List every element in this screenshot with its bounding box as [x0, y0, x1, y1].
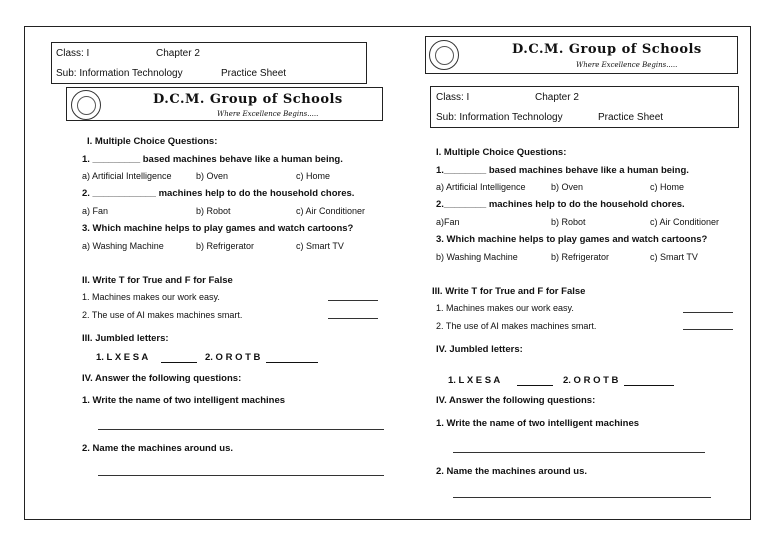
right-tf-2-answer-line	[683, 329, 733, 330]
left-q3-opt-b: b) Refrigerator	[196, 241, 255, 251]
left-sheet-type: Practice Sheet	[221, 68, 287, 79]
left-q1-opt-a: a) Artificial Intelligence	[82, 171, 172, 181]
left-section-1: I. Multiple Choice Questions:	[87, 136, 218, 147]
right-q1-opt-c: c) Home	[650, 182, 685, 192]
right-q1: 1.________ based machines behave like a human being.	[436, 165, 689, 176]
left-jumble-1-blank	[161, 362, 197, 363]
right-q2: 2.________ machines help to do the household chores.	[436, 199, 685, 210]
right-school-name: D.C.M. Group of Schools	[512, 42, 702, 57]
left-jumble-2-text: 2. O R O T B	[205, 352, 261, 363]
right-jumble-2-text: 2. O R O T B	[563, 375, 619, 386]
right-section-3: IV. Jumbled letters:	[436, 344, 523, 355]
left-q1-opt-b: b) Oven	[196, 171, 229, 181]
left-q3-opt-a: a) Washing Machine	[82, 241, 164, 251]
right-q3-opt-b: b) Refrigerator	[551, 252, 610, 262]
right-school-banner	[425, 36, 738, 74]
left-q2-opt-c: c) Air Conditioner	[296, 206, 366, 216]
left-tf-2: 2. The use of AI makes machines smart.	[82, 310, 243, 320]
left-tf-1-answer-line	[328, 300, 378, 301]
right-tf-1-answer-line	[683, 312, 733, 313]
left-jumble-1	[96, 352, 197, 363]
right-q1-opt-a: a) Artificial Intelligence	[436, 182, 526, 192]
right-section-4: IV. Answer the following questions:	[436, 395, 596, 406]
right-answer-q1: 1. Write the name of two intelligent machines	[436, 418, 640, 429]
left-q3-opt-c: c) Smart TV	[296, 241, 344, 251]
left-q1-opt-c: c) Home	[296, 171, 331, 181]
right-tf-1: 1. Machines makes our work easy.	[436, 303, 574, 313]
left-answer-q2: 2. Name the machines around us.	[82, 443, 233, 454]
left-school-name: D.C.M. Group of Schools	[153, 92, 343, 107]
left-answer-q1-line	[98, 429, 384, 430]
right-section-1: I. Multiple Choice Questions:	[436, 147, 567, 158]
right-q3: 3. Which machine helps to play games and watch cartoons?	[436, 234, 708, 245]
right-chapter: Chapter 2	[535, 92, 579, 103]
right-class: Class: I	[436, 92, 470, 103]
left-class: Class: I	[56, 48, 90, 59]
left-jumble-2	[205, 352, 318, 363]
right-q2-opt-c: c) Air Conditioner	[650, 217, 720, 227]
right-subject: Sub: Information Technology	[436, 112, 563, 123]
school-logo-icon	[71, 90, 101, 120]
right-q1-opt-b: b) Oven	[551, 182, 584, 192]
left-q2-opt-a: a) Fan	[82, 206, 109, 216]
right-answer-q2: 2. Name the machines around us.	[436, 466, 587, 477]
right-q3-opt-c: c) Smart TV	[650, 252, 698, 262]
school-logo-icon	[429, 40, 459, 70]
left-section-3: III. Jumbled letters:	[82, 333, 169, 344]
right-q3-opt-a: b) Washing Machine	[436, 252, 518, 262]
right-section-2: III. Write T for True and F for False	[432, 286, 586, 297]
left-q3: 3. Which machine helps to play games and watch cartoons?	[82, 223, 354, 234]
right-jumble-1	[448, 375, 553, 386]
right-jumble-2-blank	[624, 385, 674, 386]
right-answer-q2-line	[453, 497, 711, 498]
right-jumble-1-text: 1. L X E S A	[448, 375, 500, 386]
left-subject: Sub: Information Technology	[56, 68, 183, 79]
left-tf-1: 1. Machines makes our work easy.	[82, 292, 220, 302]
left-answer-q2-line	[98, 475, 384, 476]
left-jumble-1-text: 1. L X E S A	[96, 352, 148, 363]
right-tf-2: 2. The use of AI makes machines smart.	[436, 321, 597, 331]
right-sheet-type: Practice Sheet	[598, 112, 664, 123]
left-section-2: II. Write T for True and F for False	[82, 275, 233, 286]
left-section-4: IV. Answer the following questions:	[82, 373, 242, 384]
left-chapter: Chapter 2	[156, 48, 200, 59]
left-school-banner	[66, 87, 383, 121]
left-jumble-2-blank	[266, 362, 318, 363]
right-q2-opt-b: b) Robot	[551, 217, 586, 227]
right-answer-q1-line	[453, 452, 705, 453]
left-header-box	[51, 42, 367, 84]
right-jumble-1-blank	[517, 385, 553, 386]
right-jumble-2	[563, 375, 674, 386]
left-q2: 2. ____________ machines help to do the household chores.	[82, 188, 355, 199]
left-answer-q1: 1. Write the name of two intelligent machines	[82, 395, 286, 406]
left-q2-opt-b: b) Robot	[196, 206, 231, 216]
left-school-tagline: Where Excellence Begins.....	[217, 110, 319, 118]
right-school-tagline: Where Excellence Begins.....	[576, 61, 678, 69]
left-q1: 1. _________ based machines behave like a human being.	[82, 154, 343, 165]
left-tf-2-answer-line	[328, 318, 378, 319]
right-header-box	[430, 86, 739, 128]
right-q2-opt-a: a)Fan	[436, 217, 460, 227]
